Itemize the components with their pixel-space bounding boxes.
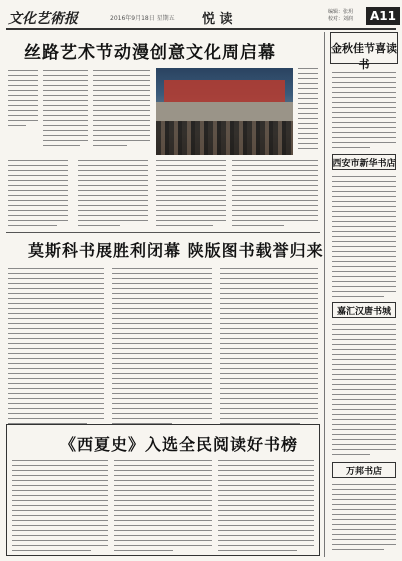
jialong-title: 嘉汇汉唐书城	[336, 307, 391, 317]
sidebar-divider	[324, 32, 325, 557]
editor-credits	[328, 9, 353, 23]
event-photo	[156, 68, 293, 155]
moscow-text-col-3	[220, 268, 318, 428]
photo-stage-banner	[164, 80, 285, 102]
wanbang-text	[332, 484, 396, 554]
moscow-bookfair-headline: 莫斯科书展胜利闭幕 陕版图书载誉归来	[28, 241, 324, 260]
jinshajia-title: 金秋佳节喜读书	[331, 42, 397, 71]
editor-line: 编辑：张玥	[328, 9, 354, 15]
xian-xinhua-text	[332, 176, 396, 301]
xixia-text-col-3	[218, 460, 314, 555]
silk-road-text-lower-3	[156, 160, 226, 230]
silk-road-text-col-3	[93, 70, 150, 150]
photo-crowd	[156, 121, 293, 155]
moscow-text-col-2	[112, 268, 212, 428]
photo-stage-floor	[156, 102, 293, 122]
issue-date: 2016年9月18日 星期五	[110, 15, 175, 22]
masthead-rule	[6, 28, 396, 30]
silk-road-text-col-1	[8, 70, 38, 130]
xian-xinhua-title: 西安市新华书店	[332, 159, 396, 169]
wanbang-title: 万邦书店	[345, 467, 382, 477]
section-title: 悦 读	[202, 12, 233, 27]
silk-road-text-lower-2	[78, 160, 148, 230]
xixia-text-col-2	[114, 460, 212, 555]
xixia-text-col-1	[12, 460, 108, 555]
silk-road-headline: 丝路艺术节动漫创意文化周启幕	[24, 43, 276, 63]
newspaper-logo: 文化艺術报	[8, 11, 78, 27]
xixia-headline: 《西夏史》入选全民阅读好书榜	[60, 435, 299, 454]
masthead	[6, 4, 396, 28]
moscow-text-col-1	[8, 268, 104, 428]
silk-road-text-col-4	[298, 68, 318, 153]
jialong-text	[332, 324, 396, 459]
silk-road-text-lower-4	[232, 160, 318, 230]
jinshajia-text	[332, 72, 396, 152]
silk-road-text-lower-1	[8, 160, 68, 230]
page-number: A11	[366, 7, 400, 25]
proofreader-line: 校对：刘润	[328, 16, 354, 22]
silk-road-text-col-2	[43, 70, 88, 150]
article-divider	[6, 232, 320, 233]
